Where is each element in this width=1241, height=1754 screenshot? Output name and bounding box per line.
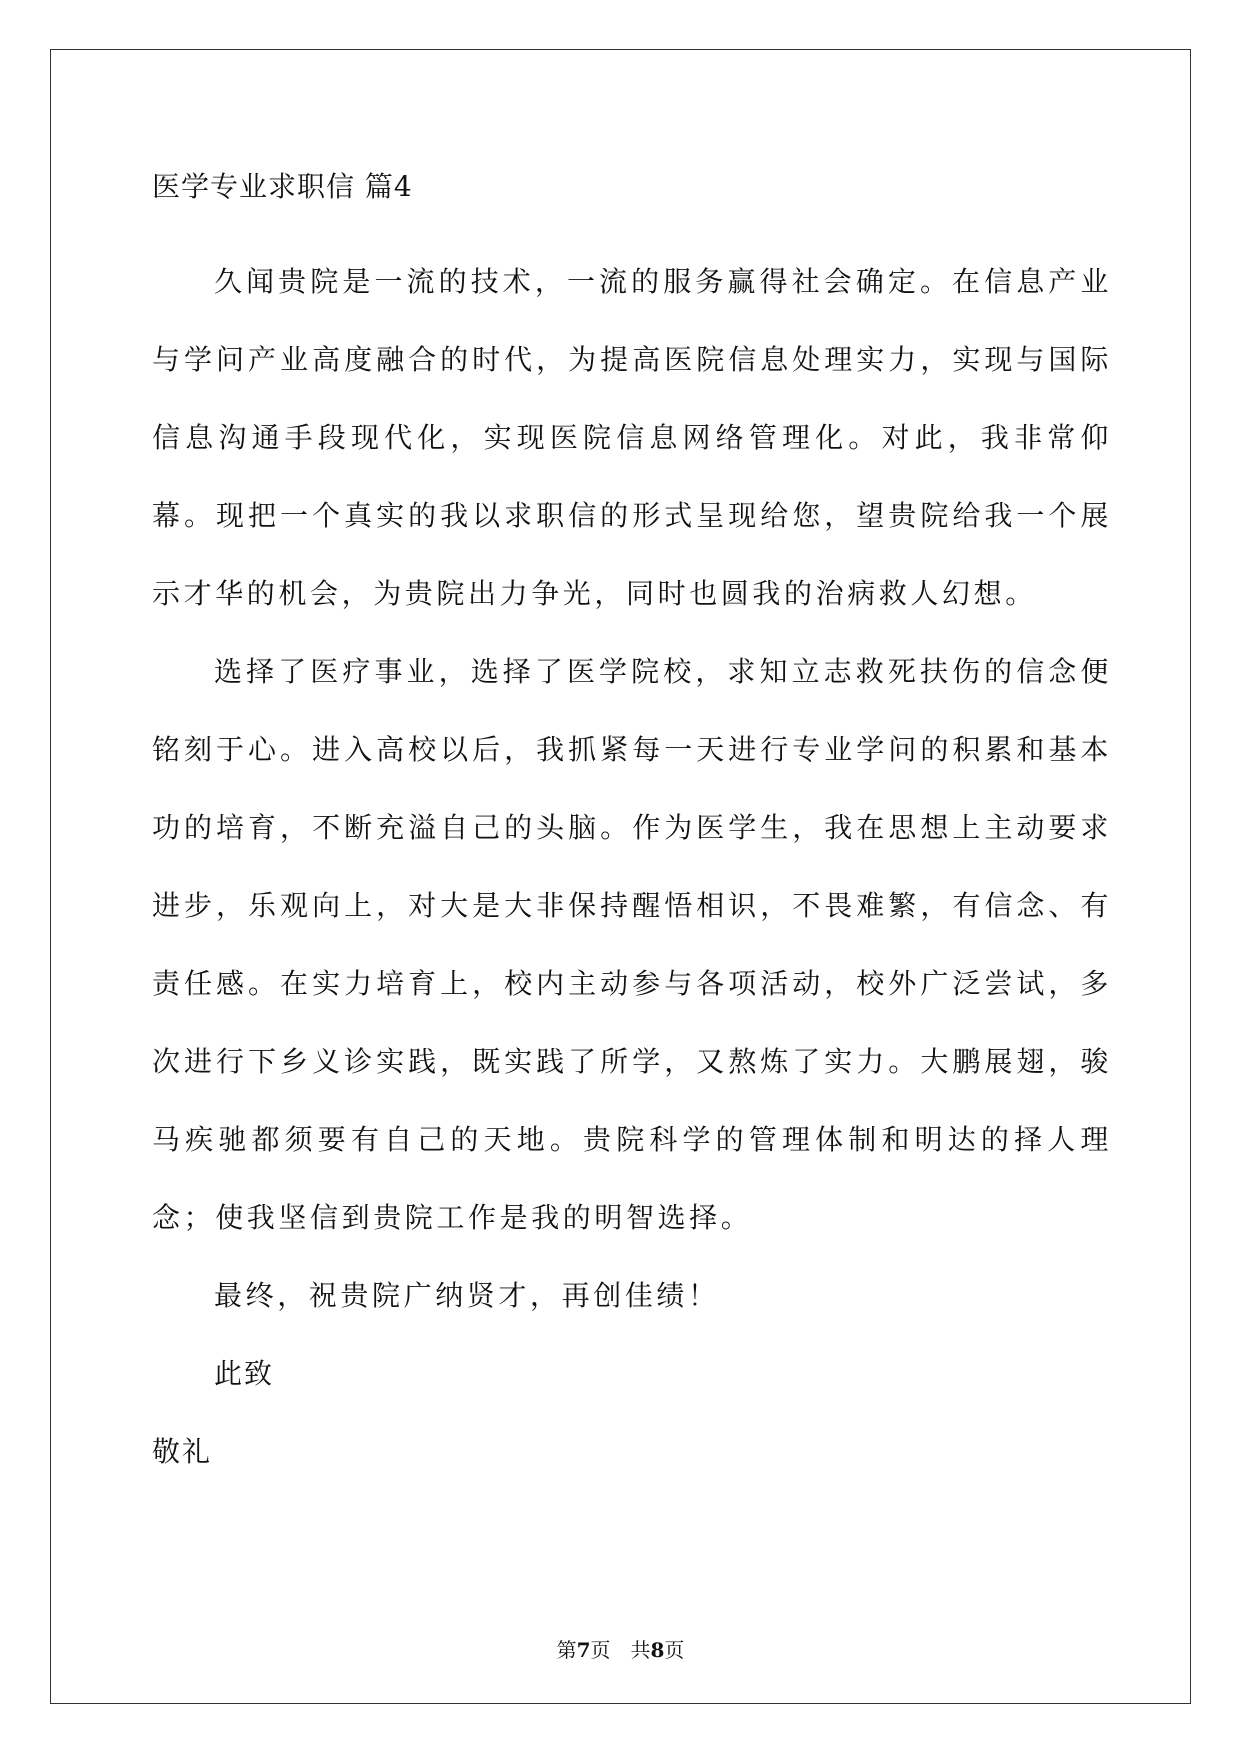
total-prefix: 共 (630, 1638, 651, 1662)
current-page-number: 7 (576, 1638, 591, 1662)
paragraph-3: 最终，祝贵院广纳贤才，再创佳绩！ (214, 1279, 720, 1312)
salutation-line: 敬礼 (152, 1435, 213, 1468)
closing-line: 此致 (214, 1357, 275, 1390)
document-title: 医学专业求职信 篇4 (152, 170, 413, 203)
paragraph-2: 选择了医疗事业，选择了医学院校，求知立志救死扶伤的信念便铭刻于心。进入高校以后，我抓紧每一天进行专业学问的积累和基本功的培育，不断充溢自己的头脑。作为医学生，我在思想上主动要求进步，乐观向上，对大是大非保持醒悟相识，不畏难繁，有信念、有责任感。在实力培育上，校内主动参与各项活动，校外广泛尝试，多次进行下乡义诊实践，既实践了所学，又熬炼了实力。大鹏展翅，骏马疾驰都须要有自己的天地。贵院科学的管理体制和明达的择人理念；使我坚信到贵院工作是我的明智选择。 (152, 655, 1112, 1234)
total-suffix: 页 (664, 1638, 685, 1662)
page-footer (0, 1634, 1241, 1663)
document-body (152, 165, 1112, 1491)
paragraph-1: 久闻贵院是一流的技术，一流的服务赢得社会确定。在信息产业与学问产业高度融合的时代，为提高医院信息处理实力，实现与国际信息沟通手段现代化，实现医院信息网络管理化。对此，我非常仰幕。现把一个真实的我以求职信的形式呈现给您，望贵院给我一个展示才华的机会，为贵院出力争光，同时也圆我的治病救人幻想。 (152, 265, 1112, 610)
total-pages-number: 8 (650, 1638, 665, 1662)
page-suffix: 页 (590, 1638, 611, 1662)
page-prefix: 第 (556, 1638, 577, 1662)
